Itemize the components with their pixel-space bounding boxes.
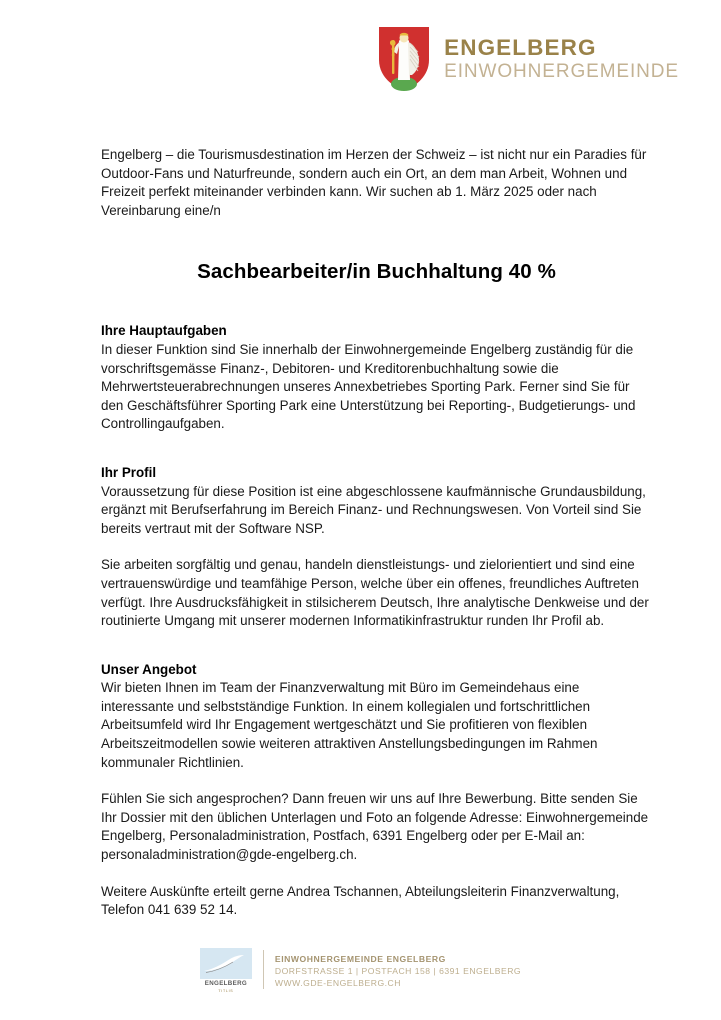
- section-profil: [101, 464, 652, 631]
- contact-paragraph: Weitere Auskünfte erteilt gerne Andrea Tschannen, Abteilungsleiterin Finanzverwaltung, Telefon 041 639 52 14.: [101, 883, 620, 918]
- section-paragraph: Sie arbeiten sorgfältig und genau, handeln dienstleistungs- und zielorientiert und sind eine vertrauenswürdige und teamfähige Person, welche über ein offenes, freundliches Auftreten verfügt. Ihre Ausdrucksfähigkeit in stilsicherem Deutsch, Ihre analytische Denkweise und der routinierte Umgang mit unserer modernen Informatikinfrastruktur runden Ihr Profil ab.: [101, 557, 649, 629]
- spacer: [101, 538, 652, 556]
- document-body: [101, 146, 652, 920]
- footer-website-link[interactable]: WWW.GDE-ENGELBERG.CH: [274, 978, 401, 988]
- footer-logo-sub: TITLIS: [218, 989, 234, 993]
- engelberg-coat-of-arms-icon: [378, 26, 430, 92]
- document-header: [378, 26, 679, 92]
- spacer: [101, 434, 652, 464]
- brand-name-primary: ENGELBERG: [444, 34, 597, 60]
- spacer: [101, 292, 652, 322]
- application-paragraph: Fühlen Sie sich angesprochen? Dann freuen wir uns auf Ihre Bewerbung. Bitte senden Sie Ihr Dossier mit den üblichen Unterlagen und Foto an folgende Adresse: Einwohnergemeinde Engelberg, Personaladministration, Postfach, 6391 Engelberg oder per E-Mail an: personaladministration@gde-engelberg.ch.: [101, 791, 649, 863]
- section-paragraph: In dieser Funktion sind Sie innerhalb der Einwohnergemeinde Engelberg zuständig für die vorschriftsgemässe Finanz-, Debitoren- und Kreditorenbuchhaltung sowie die Mehrwertsteuerabrechnungen unseres Annexbetriebes Sporting Park. Ferner sind Sie für den Geschäftsführer Sporting Park eine Unterstützung bei Reporting-, Budgetierungs- und Controllingaufgaben.: [101, 341, 636, 432]
- brand-name-secondary: EINWOHNERGEMEINDE: [444, 61, 679, 83]
- page-title: Sachbearbeiter/in Buchhaltung 40 %: [197, 260, 556, 284]
- footer-address-block: [275, 948, 521, 993]
- footer-logo-image: [200, 948, 252, 979]
- engelberg-titlis-logo-icon: [200, 948, 252, 993]
- document-footer: [0, 948, 721, 993]
- section-heading: Ihre Hauptaufgaben: [101, 323, 227, 339]
- section-heading: Unser Angebot: [101, 661, 197, 677]
- section-angebot: [101, 661, 652, 920]
- footer-logo-name: ENGELBERG: [204, 980, 248, 987]
- section-hauptaufgaben: [101, 322, 652, 434]
- footer-inner: [200, 948, 521, 993]
- intro-paragraph: Engelberg – die Tourismusdestination im Herzen der Schweiz – ist nicht nur ein Paradies für Outdoor-Fans und Naturfreunde, sondern auch ein Ort, an dem man Arbeit, Wohnen und Freizeit perfekt miteinander verbinden kann. Wir suchen ab 1. März 2025 oder nach Vereinbarung eine/n: [101, 147, 647, 218]
- footer-organisation-name: EINWOHNERGEMEINDE ENGELBERG: [274, 954, 446, 964]
- footer-divider: [263, 950, 264, 989]
- brand-wordmark: [444, 34, 679, 83]
- section-paragraph: Voraussetzung für diese Position ist eine abgeschlossene kaufmännische Grundausbildung, ergänzt mit Berufserfahrung im Bereich Finanz- und Rechnungswesen. Von Vorteil sind Sie bereits vertraut mit der Software NSP.: [101, 483, 646, 536]
- spacer: [101, 865, 652, 883]
- footer-address-line: DORFSTRASSE 1 | POSTFACH 158 | 6391 ENGELBERG: [274, 966, 522, 976]
- section-paragraph: Wir bieten Ihnen im Team der Finanzverwaltung mit Büro im Gemeindehaus eine interessante und selbstständige Funktion. In einem kollegialen und fortschrittlichen Arbeitsumfeld wird Ihr Engagement wertgeschätzt und Sie profitieren von flexiblen Arbeitszeitmodellen sowie weiteren attraktiven Anstellungsbedingungen im Rahmen kommunaler Richtlinien.: [101, 680, 598, 770]
- section-heading: Ihr Profil: [101, 464, 157, 480]
- spacer: [101, 772, 652, 790]
- spacer: [101, 631, 652, 661]
